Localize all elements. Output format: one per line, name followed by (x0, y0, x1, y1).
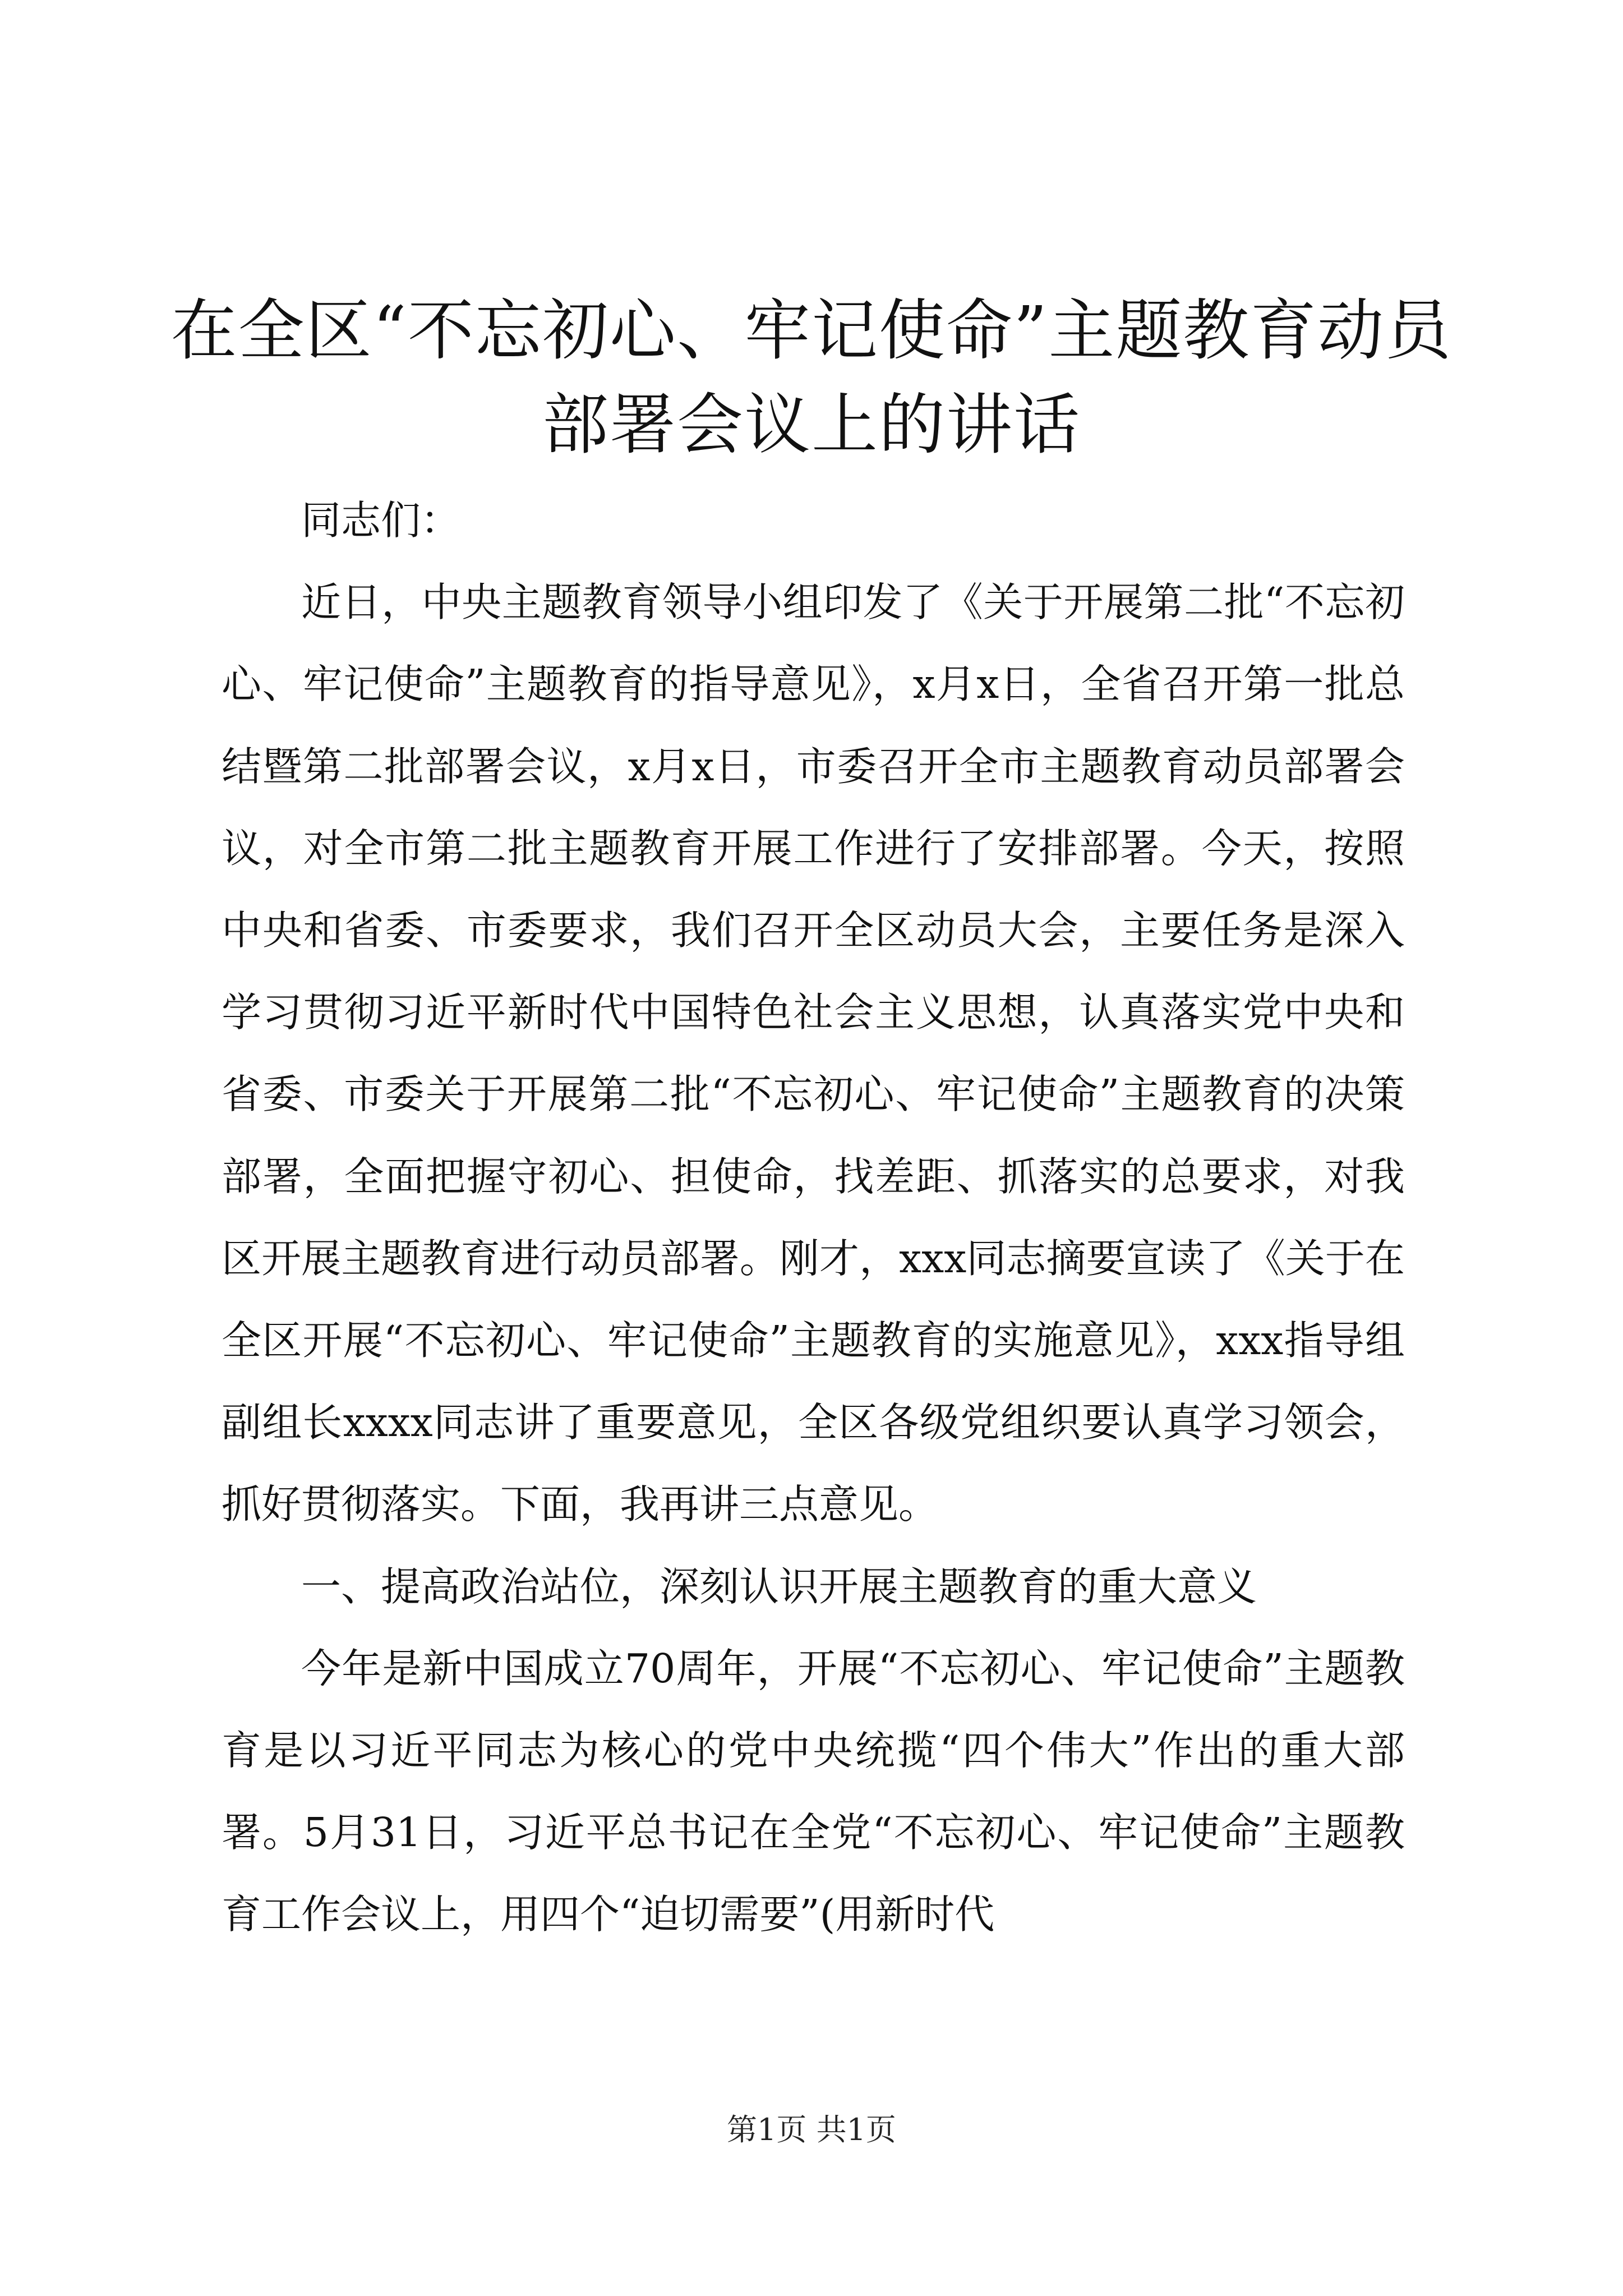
body-paragraph: 今年是新中国成立70周年，开展“不忘初心、牢记使命”主题教育是以习近平同志为核心的党中央统揽“四个伟大”作出的重大部署。5月31日，习近平总书记在全党“不忘初心、牢记使命”主题教育工作会议上，用四个“迫切需要”(用新时代 (222, 1645, 1405, 1938)
document-body (222, 480, 1405, 1956)
salutation: 同志们： (301, 497, 461, 544)
section-heading: 一、提高政治站位，深刻认识开展主题教育的重大意义 (301, 1563, 1257, 1610)
title-line-1: 在全区“不忘初心、牢记使命”主题教育动员 (170, 292, 1453, 369)
document-title (168, 283, 1455, 472)
title-line-2: 部署会议上的讲话 (542, 386, 1081, 463)
page-number-footer: 第1页 共1页 (727, 2112, 896, 2147)
body-paragraph: 近日，中央主题教育领导小组印发了《关于开展第二批“不忘初心、牢记使命”主题教育的指导意见》，x月x日，全省召开第一批总结暨第二批部署会议，x月x日，市委召开全市主题教育动员部署会议，对全市第二批主题教育开展工作进行了安排部署。今天，按照中央和省委、市委要求，我们召开全区动员大会，主要任务是深入学习贯彻习近平新时代中国特色社会主义思想，认真落实党中央和省委、市委关于开展第二批“不忘初心、牢记使命”主题教育的决策部署，全面把握守初心、担使命，找差距、抓落实的总要求，对我区开展主题教育进行动员部署。刚才，xxx同志摘要宣读了《关于在全区开展“不忘初心、牢记使命”主题教育的实施意见》，xxx指导组副组长xxxx同志讲了重要意见，全区各级党组织要认真学习领会，抓好贯彻落实。下面，我再讲三点意见。 (222, 579, 1405, 1528)
